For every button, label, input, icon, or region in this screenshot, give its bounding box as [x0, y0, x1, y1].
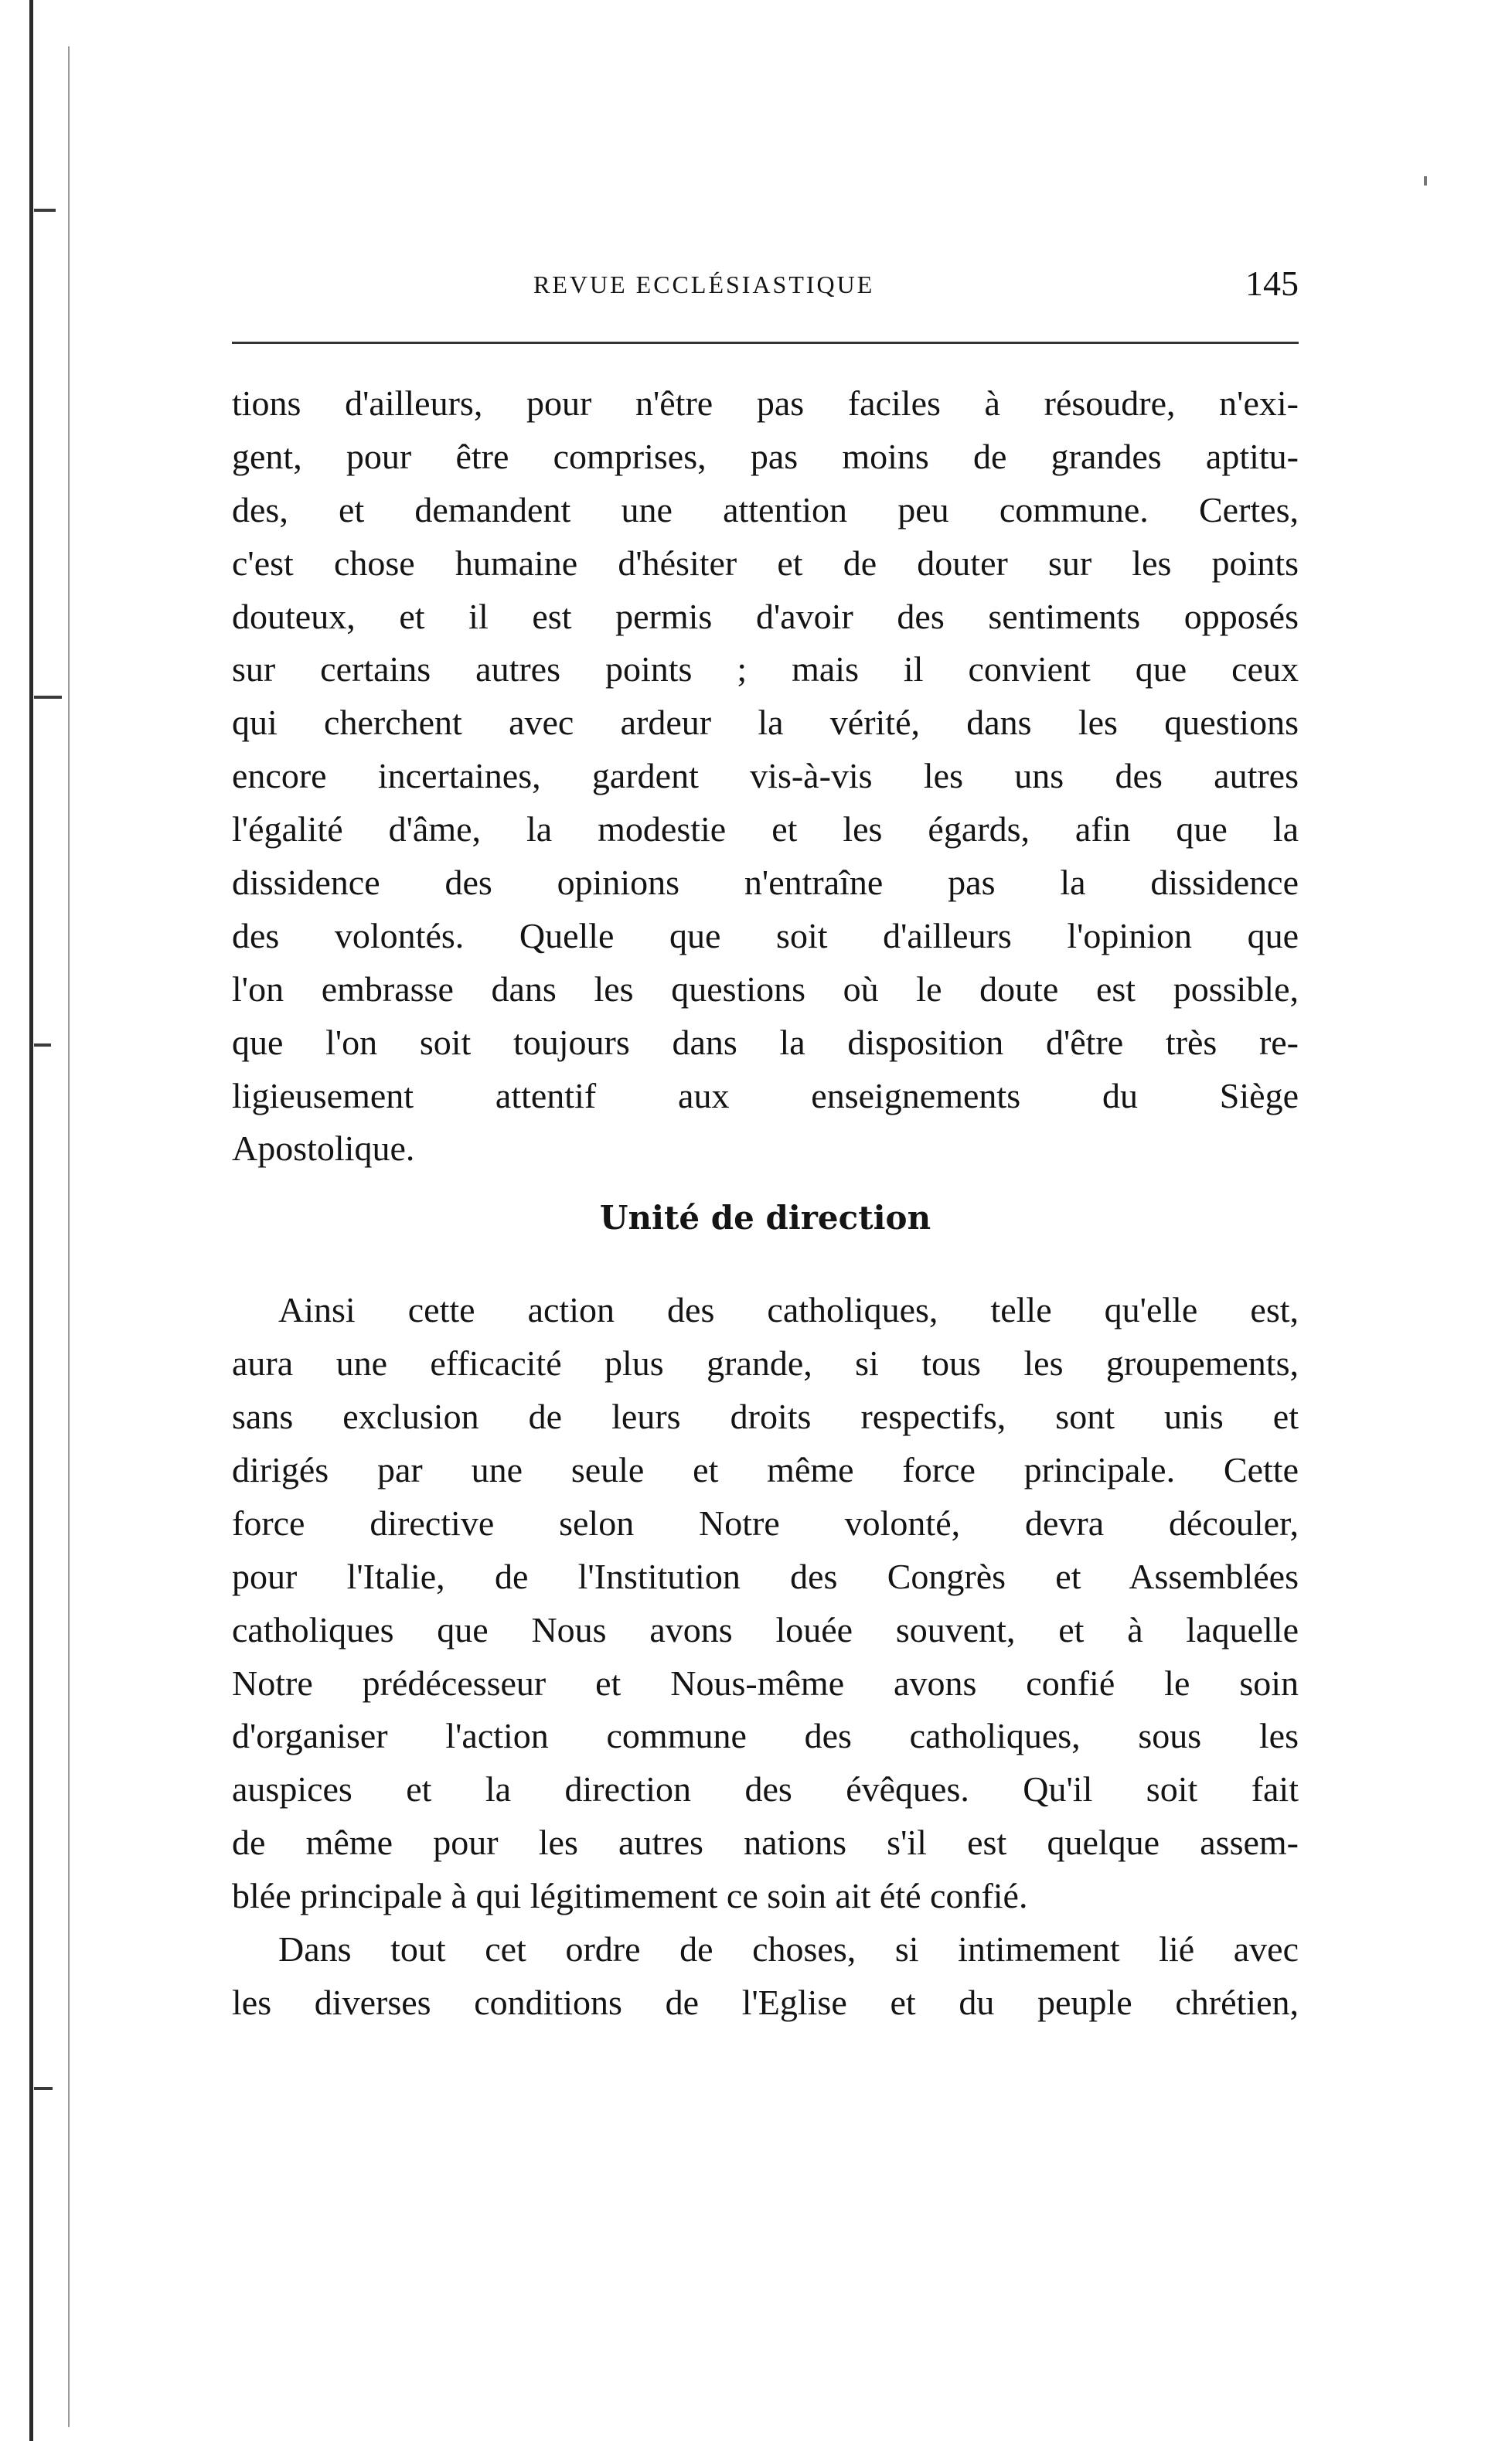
text-line: sur certains autres points ; mais il convient que ceux [232, 649, 1299, 689]
text-line: pour l'Italie, de l'Institution des Congrès et Assemblées [232, 1556, 1299, 1596]
header-rule [232, 342, 1299, 344]
page-header [232, 263, 1299, 309]
text-line: de même pour les autres nations s'il est quelque assem- [232, 1823, 1299, 1863]
text-line: Apostolique. [232, 1129, 415, 1169]
text-line: dissidence des opinions n'entraîne pas la dissidence [232, 863, 1299, 903]
text-line: douteux, et il est permis d'avoir des sentiments opposés [232, 596, 1299, 636]
binding-mark [34, 2087, 53, 2090]
text-line: les diverses conditions de l'Eglise et du peuple chrétien, [232, 1982, 1299, 2022]
text-line: Dans tout cet ordre de choses, si intimement lié avec [278, 1929, 1299, 1969]
text-line: auspices et la direction des évêques. Qu'il soit fait [232, 1769, 1299, 1809]
text-line: catholiques que Nous avons louée souvent, et à laquelle [232, 1609, 1299, 1649]
text-line: tions d'ailleurs, pour n'être pas faciles à résoudre, n'exi- [232, 383, 1299, 423]
text-line: sans exclusion de leurs droits respectifs, sont unis et [232, 1397, 1299, 1437]
text-line: Ainsi cette action des catholiques, telle qu'elle est, [278, 1290, 1299, 1330]
text-line: ligieusement attentif aux enseignements du Siège [232, 1075, 1299, 1115]
text-line: qui cherchent avec ardeur la vérité, dans les questions [232, 703, 1299, 743]
page-binding-shadow [68, 46, 70, 2427]
paragraph-3 [232, 1923, 1299, 2030]
paragraph-2 [232, 1284, 1299, 1923]
running-title: REVUE ECCLÉSIASTIQUE [533, 271, 875, 298]
text-line: c'est chose humaine d'hésiter et de douter sur les points [232, 543, 1299, 583]
text-line: blée principale à qui légitimement ce soin ait été confié. [232, 1876, 1028, 1916]
page-binding-edge [29, 0, 33, 2441]
page-body [232, 377, 1299, 2030]
text-line: des volontés. Quelle que soit d'ailleurs l'opinion que [232, 915, 1299, 955]
text-line: dirigés par une seule et même force principale. Cette [232, 1450, 1299, 1490]
binding-mark [34, 1043, 51, 1047]
binding-mark [34, 696, 62, 699]
text-line: aura une efficacité plus grande, si tous les groupements, [232, 1343, 1299, 1384]
text-line: Notre prédécesseur et Nous-même avons confié le soin [232, 1663, 1299, 1703]
text-line: l'égalité d'âme, la modestie et les égards, afin que la [232, 809, 1299, 849]
section-heading: Unité de direction [599, 1199, 931, 1238]
binding-mark [34, 209, 56, 212]
page-number: 145 [1245, 264, 1299, 303]
text-line: encore incertaines, gardent vis-à-vis les uns des autres [232, 756, 1299, 796]
text-line: d'organiser l'action commune des catholiques, sous les [232, 1716, 1299, 1756]
scan-speck [1424, 176, 1427, 186]
text-line: gent, pour être comprises, pas moins de grandes aptitu- [232, 436, 1299, 476]
text-line: force directive selon Notre volonté, devra découler, [232, 1503, 1299, 1543]
text-line: l'on embrasse dans les questions où le doute est possible, [232, 969, 1299, 1009]
text-line: des, et demandent une attention peu commune. Certes, [232, 489, 1299, 529]
text-line: que l'on soit toujours dans la disposition d'être très re- [232, 1022, 1299, 1062]
paragraph-1 [232, 377, 1299, 1176]
